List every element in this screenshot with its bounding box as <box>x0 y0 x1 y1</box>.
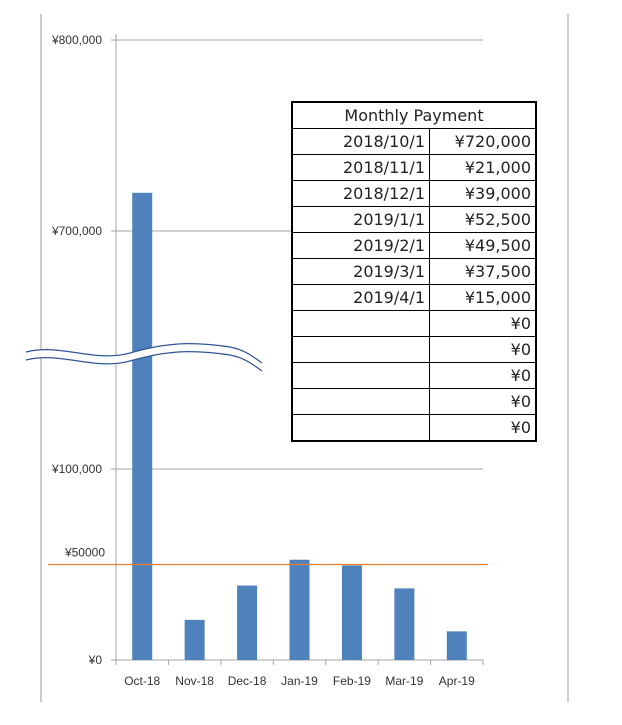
bar-Mar-19 <box>394 588 414 660</box>
date-cell: 2019/3/1 <box>292 259 430 285</box>
date-cell: 2018/12/1 <box>292 181 430 207</box>
table-row <box>292 337 536 363</box>
x-tick-label: Nov-18 <box>175 674 214 688</box>
bar-Dec-18 <box>237 586 257 660</box>
table-row <box>292 181 536 207</box>
date-cell <box>292 389 430 415</box>
table-row <box>292 233 536 259</box>
date-cell: 2018/11/1 <box>292 155 430 181</box>
date-cell: 2019/2/1 <box>292 233 430 259</box>
table-row <box>292 207 536 233</box>
reference-line-label: ¥50000 <box>64 545 105 560</box>
amount-cell: ¥49,500 <box>430 233 537 259</box>
bar-Nov-18 <box>185 620 205 660</box>
amount-cell: ¥39,000 <box>430 181 537 207</box>
date-cell: 2019/1/1 <box>292 207 430 233</box>
table-header-row <box>292 102 536 129</box>
y-tick-label: ¥800,000 <box>51 33 102 47</box>
table-row <box>292 389 536 415</box>
table-row <box>292 259 536 285</box>
amount-cell: ¥0 <box>430 363 537 389</box>
amount-cell: ¥15,000 <box>430 285 537 311</box>
table-header: Monthly Payment <box>292 102 536 129</box>
bar-Apr-19 <box>447 631 467 660</box>
reference-line-group <box>48 546 488 565</box>
amount-cell: ¥52,500 <box>430 207 537 233</box>
payment-table <box>291 101 537 442</box>
table-row <box>292 363 536 389</box>
table-body <box>292 129 536 442</box>
x-tick-label: Mar-19 <box>385 674 424 688</box>
table-row <box>292 155 536 181</box>
table-row <box>292 311 536 337</box>
x-tick-label: Oct-18 <box>124 674 161 688</box>
bar-Jan-19 <box>290 560 310 660</box>
y-tick-label: ¥700,000 <box>51 224 102 238</box>
y-tick-label: ¥0 <box>88 653 102 667</box>
table-row <box>292 129 536 155</box>
y-tick-label: ¥100,000 <box>51 462 102 476</box>
amount-cell: ¥0 <box>430 389 537 415</box>
date-cell: 2018/10/1 <box>292 129 430 155</box>
x-tick-label: Feb-19 <box>332 674 371 688</box>
bar-Feb-19 <box>342 565 362 660</box>
x-tick-label: Dec-18 <box>227 674 267 688</box>
date-cell <box>292 337 430 363</box>
date-cell <box>292 311 430 337</box>
x-tick-label: Jan-19 <box>281 674 318 688</box>
amount-cell: ¥21,000 <box>430 155 537 181</box>
amount-cell: ¥0 <box>430 415 537 442</box>
table-row <box>292 285 536 311</box>
date-cell <box>292 363 430 389</box>
amount-cell: ¥37,500 <box>430 259 537 285</box>
date-cell <box>292 415 430 442</box>
date-cell: 2019/4/1 <box>292 285 430 311</box>
amount-cell: ¥720,000 <box>430 129 537 155</box>
amount-cell: ¥0 <box>430 337 537 363</box>
table-row <box>292 415 536 442</box>
bar-Oct-18 <box>132 193 152 660</box>
amount-cell: ¥0 <box>430 311 537 337</box>
x-tick-label: Apr-19 <box>438 674 475 688</box>
